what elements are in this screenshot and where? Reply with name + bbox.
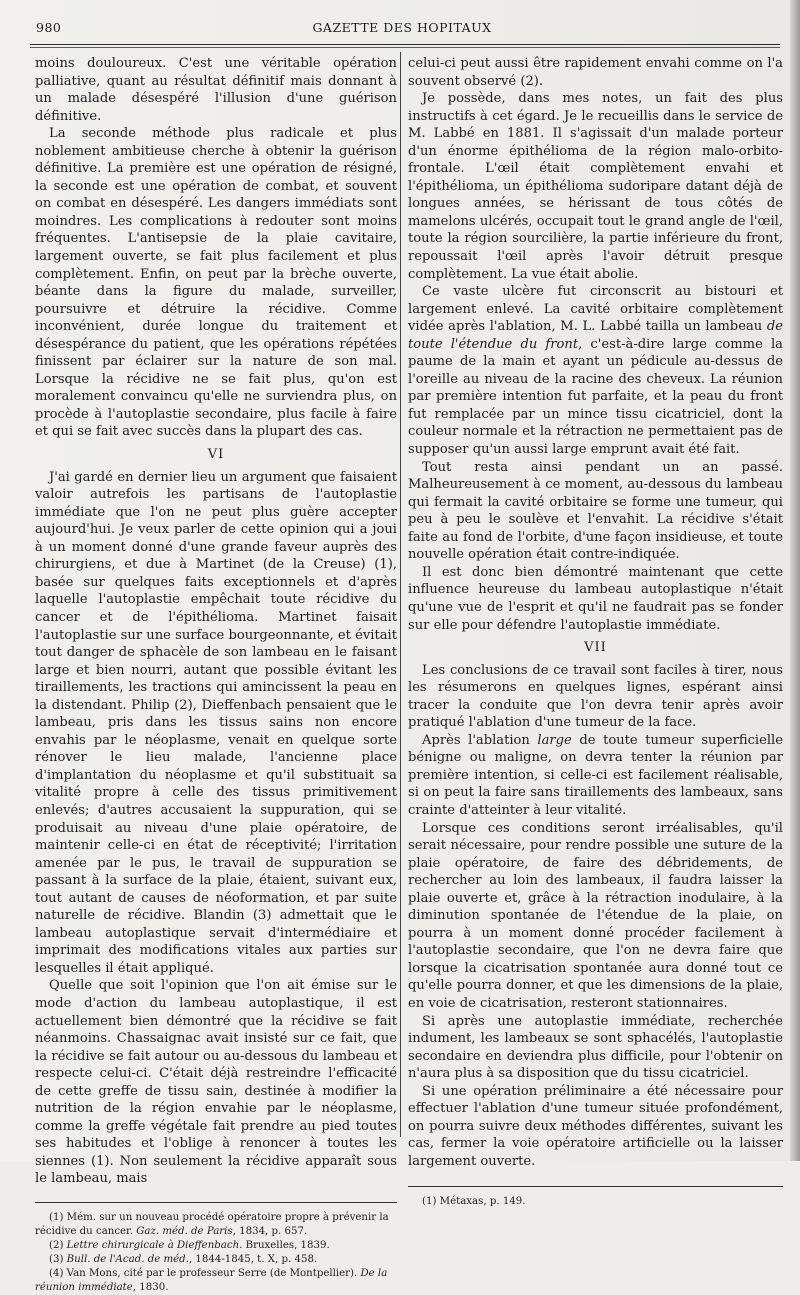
journal-title: GAZETTE DES HOPITAUX: [312, 20, 492, 35]
footnote: (1) Métaxas, p. 149.: [422, 1196, 526, 1208]
paragraph: Je possède, dans mes notes, un fait des plus instructifs à cet égard. Je le recueillis dans le service de M. Labbé en 1881. Il s'agissait d'un malade porteur d'un énorme épithélioma de la région malo-orbito-frontale. L'œil était complètement envahi et l'épithélioma, un épithélioma sudoripare datant déjà de longues années, se hérissant de tous côtés de mamelons ulcérés, occupait tout le grand angle de l'œil, toute la région sourcilière, la partie inférieure du front, repoussait l'œil après l'avoir détruit presque complètement. La vue était abolie.: [408, 91, 783, 282]
footnote: (3) Bull. de l'Acad. de méd., 1844-1845, t. X, p. 458.: [49, 1254, 318, 1265]
paragraph: Lorsque ces conditions seront irréalisables, qu'il serait nécessaire, pour rendre possible une suture de la plaie opératoire, de faire des débridements, de rechercher au loin des lambeaux, il faudra laisser la plaie ouverte et, grâce à la rétraction inodulaire, à la diminution spontanée de l'étendue de la plaie, on pourra à un moment donné procéder facilement à l'autoplastie secondaire, que l'on ne devra faire que lorsque la cicatrisation spontanée aura donné tout ce qu'elle pourra donner, et que les dimensions de la plaie, en voie de cicatrisation, resteront stationnaires.: [408, 820, 783, 1011]
paragraph: moins douloureux. C'est une véritable opération palliative, quant au résultat définitif mais donnant à un malade désespéré l'illusion d'une guérison définitive.: [35, 56, 397, 124]
footnote-rule: [408, 1186, 783, 1187]
paragraph: Ce vaste ulcère fut circonscrit au bistouri et largement enlevé. La cavité orbitaire complètement vidée après l'ablation, M. L. Labbé tailla un lambeau de toute l'étendue du front, c'est-à-dire large comme la paume de la main et ayant un pédicule au-dessus de l'oreille au niveau de la racine des cheveux. La réunion par première intention fut parfaite, et la peau du front fut remplacée par un mince tissu cicatriciel, dont la couleur normale et la rétraction ne permettaient pas de supposer qu'un aussi large emprunt avait été fait.: [408, 284, 783, 458]
right-column: [408, 55, 783, 1209]
paragraph: celui-ci peut aussi être rapidement envahi comme on l'a souvent observé (2).: [408, 56, 783, 89]
footnote: (1) Mém. sur un nouveau procédé opératoire propre à prévenir la récidive du cancer. Gaz. méd. de Paris, 1834, p. 657.: [35, 1212, 389, 1237]
page-header: [22, 20, 782, 40]
column-divider: [400, 52, 401, 1137]
paragraph: Les conclusions de ce travail sont faciles à tirer, nous les résumerons en quelques lignes, espérant ainsi tracer la conduite que l'on devra tenir après avoir pratiqué l'ablation d'une tumeur de la face.: [408, 662, 783, 731]
page-number: 980: [36, 20, 62, 35]
paragraph: Si après une autoplastie immédiate, recherchée indument, les lambeaux se sont sphacélés, l'autoplastie secondaire en deviendra plus difficile, pour l'obtenir on n'aura plus à sa disposition que du tissu cicatriciel.: [408, 1013, 783, 1082]
footnote-rule: [35, 1202, 397, 1203]
paragraph: Après l'ablation large de toute tumeur superficielle bénigne ou maligne, on devra tenter la réunion par première intention, si celle-ci est facilement réalisable, si on peut la faire sans tiraillements des lambeaux, sans crainte d'atteinter à leur vitalité.: [408, 732, 783, 818]
paragraph: Si une opération préliminaire a été nécessaire pour effectuer l'ablation d'une tumeur située profondément, on pourra suivre deux méthodes différentes, suivant les cas, fermer la voie opératoire artificielle ou la laisser largement ouverte.: [408, 1083, 783, 1169]
page-edge-shadow: [790, 0, 800, 1161]
header-rule: [30, 44, 780, 45]
paragraph: Quelle que soit l'opinion que l'on ait émise sur le mode d'action du lambeau autoplastique, il est actuellement bien démontré que la récidive se fait néanmoins. Chassaignac avait insisté sur ce fait, que la récidive se fait autour ou au-dessous du lambeau et respecte celui-ci. C'était déjà restreindre l'efficacité de cette greffe de tissu sain, destinée à modifier la nutrition de la région envahie par le néoplasme, comme la greffe végétale fait prendre au pied toutes ses habitudes et l'oblige à renoncer à toutes les siennes (1). Non seulement la récidive apparaît sous le lambeau, mais: [35, 978, 397, 1187]
left-column: [35, 55, 397, 1295]
paragraph: Tout resta ainsi pendant un an passé. Malheureusement à ce moment, au-dessous du lambeau qui fermait la cavité orbitaire se forme une tumeur, qui peu à peu le soulève et l'envahit. La récidive s'était faite au fond de l'orbite, d'une façon insidieuse, et toute nouvelle opération était contre-indiquée.: [408, 459, 783, 563]
paragraph: La seconde méthode plus radicale et plus noblement ambitieuse cherche à obtenir la guérison définitive. La première est une opération de résigné, la seconde est une opération de combat, et souvent on combat en désespéré. Les dangers immédiats sont moindres. Les complications à redouter sont moins fréquentes. L'antisepsie de la plaie cavitaire, largement ouverte, se fait plus facilement et plus complètement. Enfin, on peut par la brèche ouverte, béante dans la figure du malade, surveiller, poursuivre et détruire la récidive. Comme inconvénient, durée longue du traitement et désespérance du patient, que les opérations répétées finissent par éclairer sur la nature de son mal. Lorsque la récidive ne se fait plus, qu'on est moralement convaincu qu'elle ne surviendra plus, on procède à l'autoplastie secondaire, plus facile à faire et qui se fait avec succès dans la plupart des cas.: [35, 126, 397, 440]
paragraph: J'ai gardé en dernier lieu un argument que faisaient valoir autrefois les partisans de l'autoplastie immédiate que l'on ne peut plus guère accepter aujourd'hui. Je veux parler de cette opinion qui a joui à un moment donné d'une grande faveur auprès des chirurgiens, et due à Martinet (de la Creuse) (1), basée sur quelques faits exceptionnels et d'après laquelle l'autoplastie empêchait toute récidive du cancer et de l'épithélioma. Martinet faisait l'autoplastie sur une surface bourgeonnante, et évitait tout danger de sphacèle de son lambeau en le faisant large et bien nourri, autant que possible évitant les tiraillements, les tractions qui amincissent la peau en la distendant. Philip (2), Dieffenbach pensaient que le lambeau, pris dans les tissus sains non encore envahis par le néoplasme, venait en quelque sorte rénover le lieu malade, l'ancienne place d'implantation du néoplasme et qu'il substituait sa vitalité propre à celle des tissus primitivement enlevés; d'autres accusaient la suppuration, qui se produisait au niveau d'une plaie opératoire, de maintenir celle-ci en état de réceptivité; l'irritation amenée par le pus, le travail de suppuration se passant à la surface de la plaie, étaient, suivant eux, tout autant de causes de néoformation, et par suite naturelle de récidive. Blandin (3) admettait que le lambeau autoplastique servait d'intermédiaire et imprimait des modifications vitales aux parties sur lesquelles il était appliqué.: [35, 469, 397, 976]
section-heading: VII: [584, 640, 607, 656]
header-rule-secondary: [30, 47, 780, 48]
section-heading: VI: [207, 447, 225, 463]
footnote: (4) Van Mons, cité par le professeur Serre (de Montpellier). De la réunion immédiate, 1830.: [35, 1268, 388, 1293]
paragraph: Il est donc bien démontré maintenant que cette influence heureuse du lambeau autoplastique n'était qu'une vue de l'esprit et qu'il ne faudrait pas se fonder sur elle pour défendre l'autoplastie immédiate.: [408, 564, 783, 633]
footnote: (2) Lettre chirurgicale à Dieffenbach. Bruxelles, 1839.: [49, 1240, 330, 1251]
